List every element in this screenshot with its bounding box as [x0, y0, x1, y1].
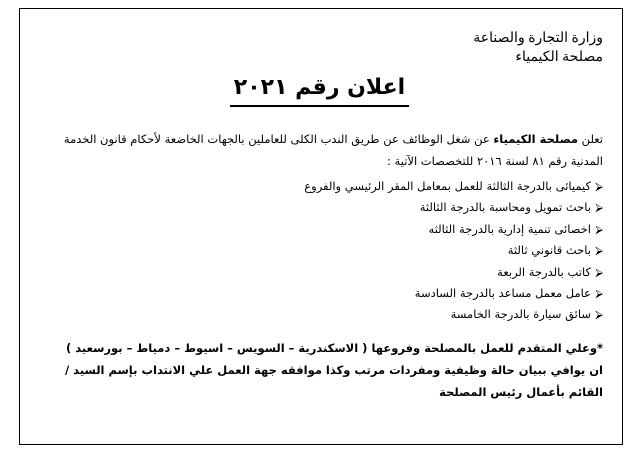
job-title: عامل معمل مساعد بالدرجة السادسة: [414, 286, 591, 301]
ministry-name: وزارة التجارة والصناعة: [473, 31, 603, 46]
list-item: [304, 262, 603, 283]
intro-text-start: تعلن: [578, 132, 603, 146]
branches-note: *وعلي المتقدم للعمل بالمصلحة وفروعها ( الاسكندرية – السويس – اسيوط – دمياط – بورسعيد ): [66, 341, 603, 355]
announcement-title: [0, 72, 639, 107]
check-arrow-icon: ⮚: [595, 287, 603, 301]
check-arrow-icon: ⮚: [595, 244, 603, 258]
job-list: [304, 176, 603, 326]
job-title: سائق سيارة بالدرجة الخامسة: [450, 307, 591, 322]
check-arrow-icon: ⮚: [595, 201, 603, 215]
documents-note: ان يوافي ببيان حالة وظيفية ومفردات مرتب وكذا موافقه جهة العمل علي الانتداب بإسم السيد / القائم بأعمال رئيس المصلحة: [64, 363, 603, 399]
list-item: [304, 283, 603, 304]
check-arrow-icon: ⮚: [595, 308, 603, 322]
list-item: [304, 240, 603, 261]
check-arrow-icon: ⮚: [595, 265, 603, 279]
list-item: [304, 176, 603, 197]
notes-paragraph: [32, 337, 603, 403]
list-item: [304, 304, 603, 325]
list-item: [304, 197, 603, 218]
intro-paragraph: [40, 128, 603, 172]
intro-text-end: عن شغل الوظائف عن طريق الندب الكلى للعاملين بالجهات الخاضعة لأحكام قانون الخدمة المدنية رقم ٨١ لسنة ٢٠١٦ للتخصصات الآتية :: [63, 132, 603, 168]
intro-authority-bold: مصلحة الكيمياء: [493, 132, 579, 146]
letterhead: [473, 30, 603, 68]
job-title: باحث قانوني ثالثة: [507, 243, 591, 258]
job-title: اخصائى تنمية إدارية بالدرجة الثالثه: [428, 221, 591, 236]
check-arrow-icon: ⮚: [595, 222, 603, 236]
authority-name: مصلحة الكيمياء: [515, 50, 603, 65]
job-title: كيميائى بالدرجة الثالثة للعمل بمعامل المقر الرئيسي والفروع: [304, 179, 591, 193]
check-arrow-icon: ⮚: [595, 180, 603, 193]
job-title: كاتب بالدرجة الربعة: [497, 264, 591, 279]
announcement-title-text: اعلان رقم ٢٠٢١: [230, 72, 409, 107]
list-item: [304, 219, 603, 240]
job-title: باحث تمويل ومحاسبة بالدرجة الثالثة: [419, 200, 591, 215]
